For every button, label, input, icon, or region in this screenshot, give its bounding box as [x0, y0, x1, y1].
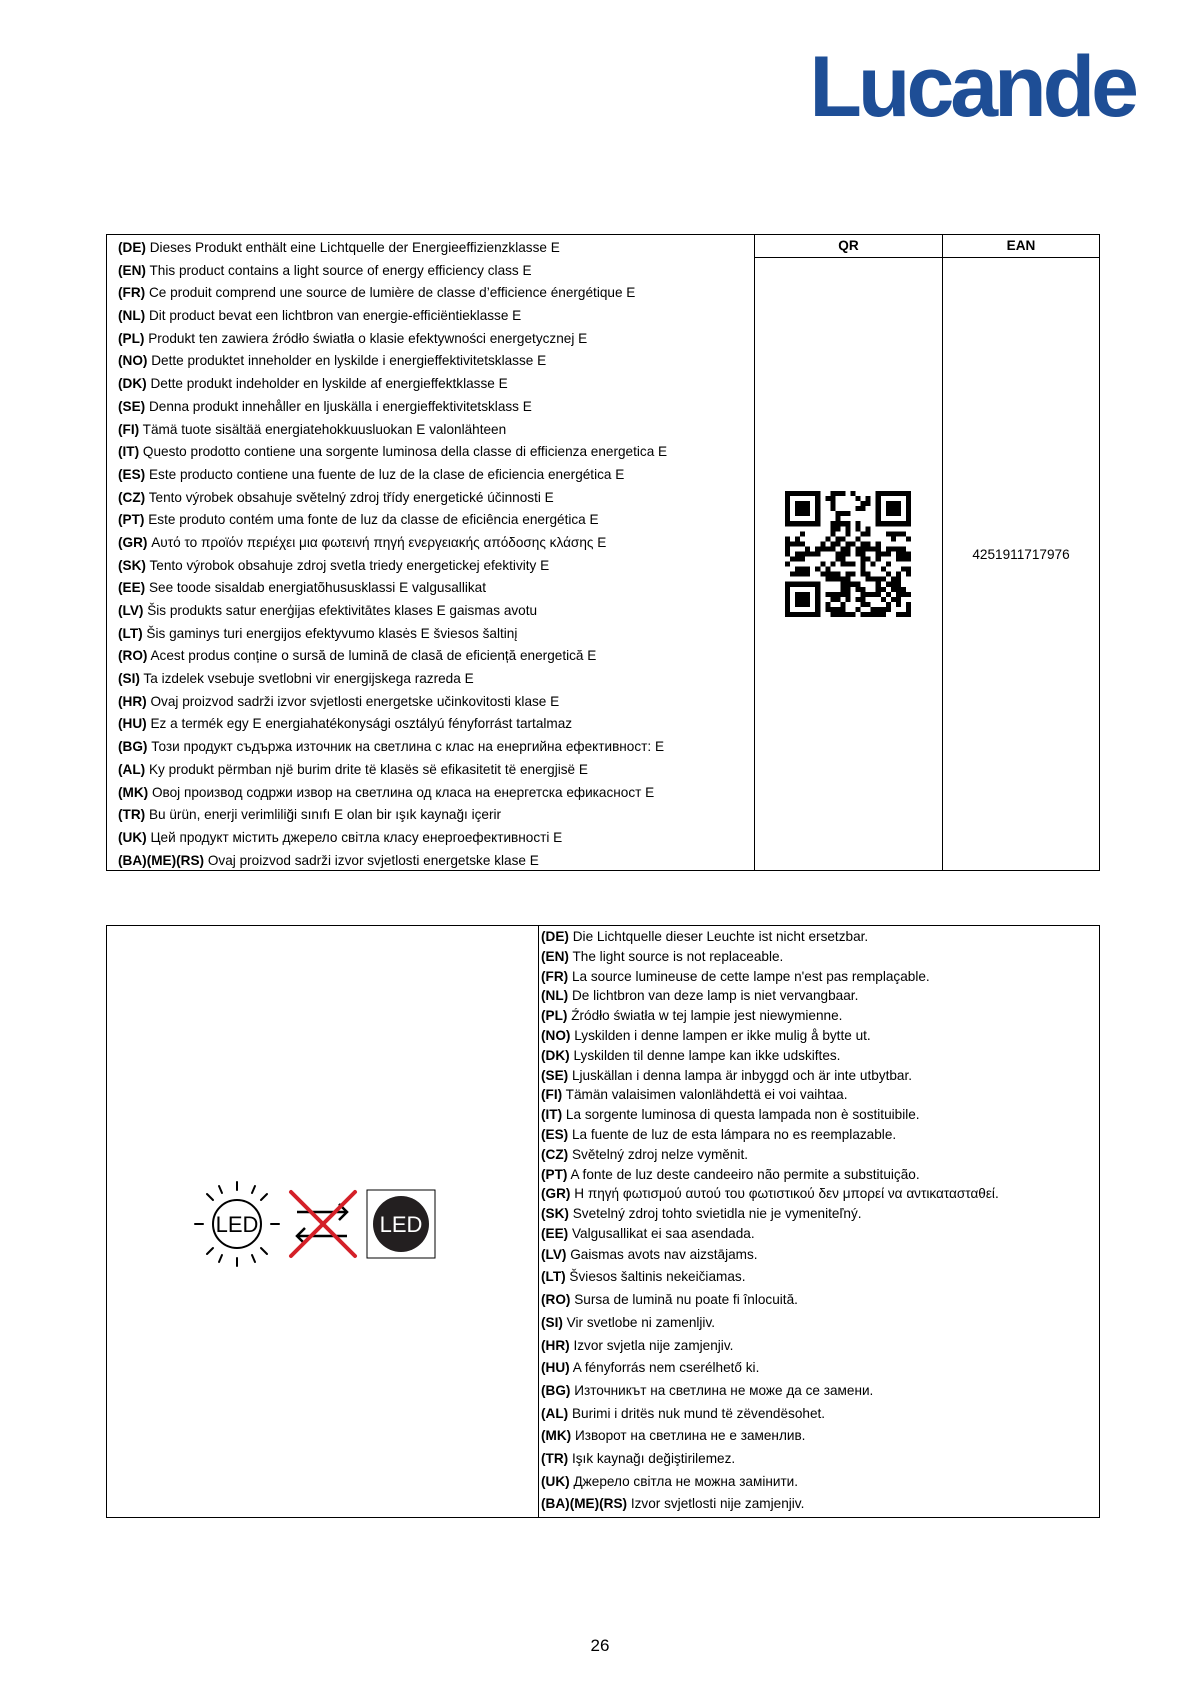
language-code: (AL) — [118, 761, 146, 777]
statement-line — [118, 691, 754, 714]
statement-line — [541, 1493, 1099, 1516]
language-code: (TR) — [118, 807, 146, 823]
language-code: (NL) — [541, 988, 569, 1004]
language-code: (BG) — [118, 739, 148, 755]
statement-text: Джерело світла не можна замінити. — [569, 1473, 799, 1489]
statement-text: A fonte de luz deste candeeiro não permite a substituição. — [567, 1166, 920, 1182]
statement-line — [541, 967, 1099, 987]
statement-line — [118, 396, 754, 419]
statement-text: Този продукт съдържа източник на светлина с клас на енергийна ефективност: E — [147, 739, 665, 755]
statement-line — [118, 623, 754, 646]
statement-line — [118, 441, 754, 464]
language-code: (LV) — [118, 603, 144, 618]
language-code: (HU) — [118, 716, 147, 732]
language-code: (PT) — [541, 1166, 568, 1182]
statement-line — [118, 305, 754, 328]
statement-text: Овој производ содржи извор на светлина од класа на енергетска ефикасност E — [148, 784, 655, 800]
statement-text: Ta izdelek vsebuje svetlobni vir energijskega razreda E — [139, 671, 474, 687]
ean-header: EAN — [943, 235, 1099, 258]
statement-line — [541, 1312, 1099, 1335]
language-code: (AL) — [541, 1405, 569, 1421]
statement-line — [541, 1125, 1099, 1145]
statement-line — [118, 282, 754, 305]
statement-text: Tento výrobek obsahuje světelný zdroj třídy energetické účinnosti E — [145, 489, 554, 505]
statement-text: Цей продукт містить джерело світла класу енергоефективності E — [146, 829, 563, 845]
statement-text: Αυτό το προϊόν περιέχει μια φωτεινή πηγή ενεργειακής απόδοσης κλάσης E — [147, 534, 607, 550]
language-code: (IT) — [118, 444, 140, 460]
statement-line — [118, 736, 754, 759]
statement-line — [118, 464, 754, 487]
statement-line — [118, 668, 754, 691]
statement-text: Acest produs conține o sursă de lumină de clasă de eficiență energetică E — [147, 648, 597, 664]
statement-line — [541, 986, 1099, 1006]
language-code: (EE) — [118, 580, 146, 596]
language-code: (FI) — [541, 1087, 563, 1103]
statement-line — [118, 373, 754, 396]
statement-line — [541, 1085, 1099, 1105]
language-code: (NL) — [118, 308, 146, 324]
led-badge-label: LED — [379, 1212, 423, 1237]
language-code: (SK) — [541, 1206, 569, 1222]
statement-text: Ez a termék egy E energiahatékonysági osztályú fényforrást tartalmaz — [146, 716, 573, 732]
statement-text: Źródło światła w tej lampie jest niewymienne. — [567, 1008, 843, 1024]
statement-text: Източникът на светлина не може да се замени. — [570, 1382, 874, 1398]
statement-text: See toode sisaldab energiatõhususklassi E valgusallikat — [145, 580, 486, 596]
statement-text: Ky produkt përmban një burim drite të klasës së efikasitetit të energjisë E — [145, 761, 588, 777]
statement-text: Burimi i dritës nuk mund të zëvendësohet. — [568, 1405, 826, 1421]
statement-text: Die Lichtquelle dieser Leuchte ist nicht ersetzbar. — [568, 929, 869, 944]
statement-text: Valgusallikat ei saa asendada. — [568, 1225, 755, 1241]
language-code: (DE) — [541, 929, 569, 944]
statement-text: Ljuskällan i denna lampa är inbyggd och är inte utbytbar. — [568, 1067, 913, 1083]
statement-text: Ovaj proizvod sadrži izvor svjetlosti energetske učinkovitosti klase E — [146, 693, 560, 709]
language-code: (MK) — [541, 1428, 572, 1444]
pictogram-cell — [107, 926, 539, 1517]
statement-line — [118, 532, 754, 555]
no-replace-icon — [291, 1192, 355, 1256]
language-code: (MK) — [118, 784, 149, 800]
language-code: (CZ) — [118, 489, 146, 505]
statement-text: Šis produkts satur enerģijas efektivitātes klases E gaismas avotu — [143, 603, 538, 618]
statement-text: This product contains a light source of energy efficiency class E — [145, 262, 532, 278]
statement-line — [541, 1066, 1099, 1086]
language-code: (HU) — [541, 1360, 570, 1376]
led-integrated-icon — [367, 1190, 435, 1258]
statement-line — [541, 1006, 1099, 1026]
statement-text: La sorgente luminosa di questa lampada non è sostituibile. — [562, 1107, 920, 1123]
statement-text: Lyskilden til denne lampe kan ikke udskiftes. — [569, 1047, 841, 1063]
statement-line — [118, 804, 754, 827]
language-code: (PL) — [118, 330, 145, 346]
language-code: (UK) — [118, 829, 147, 845]
statement-line — [541, 1244, 1099, 1267]
statement-text: A fényforrás nem cserélhető ki. — [569, 1360, 760, 1376]
language-code: (IT) — [541, 1107, 563, 1123]
language-code: (TR) — [541, 1450, 569, 1466]
statement-text: Işık kaynağı değiştirilemez. — [568, 1450, 736, 1466]
statement-text: Světelný zdroj nelze vyměnit. — [568, 1146, 749, 1162]
statement-text: Questo prodotto contiene una sorgente luminosa della classe di efficienza energetica E — [139, 444, 668, 460]
statement-text: Šviesos šaltinis nekeičiamas. — [565, 1269, 746, 1285]
statement-line — [118, 713, 754, 736]
energy-class-statements — [107, 235, 755, 870]
statement-line — [541, 927, 1099, 947]
energy-class-table — [106, 234, 1100, 871]
statement-line — [118, 577, 754, 600]
language-code: (SI) — [118, 671, 140, 687]
statement-line — [118, 260, 754, 283]
statement-text: Изворот на светлина не е заменлив. — [571, 1428, 806, 1444]
statement-text: Produkt ten zawiera źródło światła o klasie efektywności energetycznej E — [144, 330, 588, 346]
ean-column — [943, 235, 1099, 870]
qr-column — [755, 235, 943, 870]
language-code: (SE) — [118, 398, 146, 414]
statement-line — [541, 1266, 1099, 1289]
statement-line — [118, 759, 754, 782]
language-code: (NO) — [541, 1027, 571, 1043]
language-code: (DK) — [118, 376, 147, 392]
statement-text: Ovaj proizvod sadrži izvor svjetlosti energetske klase E — [204, 852, 539, 868]
language-code: (RO) — [118, 648, 148, 664]
statement-line — [541, 1448, 1099, 1471]
statement-line — [118, 487, 754, 510]
statement-line — [541, 1380, 1099, 1403]
light-source-table — [106, 925, 1100, 1518]
language-code: (BA)(ME)(RS) — [118, 852, 205, 868]
statement-text: Gaismas avots nav aizstājams. — [566, 1246, 758, 1262]
statement-text: Svetelný zdroj tohto svietidla nie je vymeniteľný. — [568, 1206, 862, 1222]
statement-text: Sursa de lumină nu poate fi înlocuită. — [570, 1292, 798, 1308]
language-code: (PT) — [118, 512, 145, 528]
statement-line — [118, 600, 754, 623]
statement-line — [541, 1224, 1099, 1244]
language-code: (ES) — [118, 466, 146, 482]
statement-line — [541, 1204, 1099, 1224]
page-number: 26 — [590, 1636, 610, 1655]
language-code: (EN) — [118, 262, 146, 278]
brand-logo: Lucande — [809, 39, 1135, 135]
statement-text: Ce produit comprend une source de lumière de classe d’efficience énergétique E — [145, 285, 636, 301]
language-code: (SE) — [541, 1067, 569, 1083]
language-code: (LT) — [541, 1269, 566, 1285]
language-code: (BG) — [541, 1382, 571, 1398]
statement-line — [541, 1335, 1099, 1358]
statement-text: Dette produkt indeholder en lyskilde af energieffektklasse E — [146, 376, 508, 392]
language-code: (RO) — [541, 1292, 571, 1308]
statement-line — [541, 1165, 1099, 1185]
statement-line — [118, 827, 754, 850]
led-sun-label: LED — [215, 1212, 259, 1237]
statement-line — [118, 782, 754, 805]
statement-line — [541, 1471, 1099, 1494]
language-code: (GR) — [118, 534, 148, 550]
statement-text: La fuente de luz de esta lámpara no es reemplazable. — [568, 1126, 897, 1142]
statement-line — [541, 1046, 1099, 1066]
statement-line — [118, 350, 754, 373]
language-code: (HR) — [118, 693, 147, 709]
statement-text: Vir svetlobe ni zamenljiv. — [562, 1314, 716, 1330]
statement-text: Tämän valaisimen valonlähdettä ei voi vaihtaa. — [562, 1087, 848, 1103]
qr-code-icon — [785, 491, 911, 617]
statement-line — [541, 1357, 1099, 1380]
ean-value: 4251911717976 — [972, 547, 1070, 562]
language-code: (FR) — [541, 968, 569, 984]
language-code: (DK) — [541, 1047, 570, 1063]
statement-line — [118, 328, 754, 351]
statement-line — [118, 645, 754, 668]
statement-text: Este produto contém uma fonte de luz da classe de eficiência energética E — [144, 512, 599, 528]
statement-line — [541, 1403, 1099, 1426]
pictograms — [187, 1174, 467, 1274]
language-code: (CZ) — [541, 1146, 569, 1162]
language-code: (PL) — [541, 1008, 568, 1024]
language-code: (GR) — [541, 1186, 571, 1202]
language-code: (ES) — [541, 1126, 569, 1142]
statement-line — [118, 419, 754, 442]
statement-line — [541, 1145, 1099, 1165]
language-code: (SI) — [541, 1314, 563, 1330]
language-code: (DE) — [118, 240, 146, 255]
replaceability-statements — [539, 926, 1099, 1517]
statement-line — [541, 1026, 1099, 1046]
statement-text: Bu ürün, enerji verimliliği sınıfı E olan bir ışık kaynağı içerir — [145, 807, 502, 823]
statement-text: Este producto contiene una fuente de luz de la clase de eficiencia energética E — [145, 466, 625, 482]
statement-line — [541, 1425, 1099, 1448]
statement-line — [541, 1184, 1099, 1204]
statement-line — [118, 850, 754, 873]
language-code: (UK) — [541, 1473, 570, 1489]
statement-text: Šis gaminys turi energijos efektyvumo klasės E šviesos šaltinį — [142, 625, 518, 641]
statement-text: De lichtbron van deze lamp is niet vervangbaar. — [568, 988, 859, 1004]
statement-text: Izvor svjetla nije zamjenjiv. — [569, 1337, 734, 1353]
led-sun-icon — [195, 1182, 279, 1266]
statement-text: Η πηγή φωτισμού αυτού του φωτιστικού δεν μπορεί να αντικατασταθεί. — [570, 1186, 999, 1202]
statement-text: Lyskilden i denne lampen er ikke mulig å bytte ut. — [570, 1027, 871, 1043]
statement-line — [118, 509, 754, 532]
language-code: (NO) — [118, 353, 148, 369]
statement-text: Dette produktet inneholder en lyskilde i energieffektivitetsklasse E — [147, 353, 547, 369]
language-code: (BA)(ME)(RS) — [541, 1496, 628, 1512]
statement-line — [118, 555, 754, 578]
language-code: (EE) — [541, 1225, 569, 1241]
statement-text: Tento výrobok obsahuje zdroj svetla triedy energetickej efektivity E — [145, 557, 550, 573]
language-code: (FR) — [118, 285, 146, 301]
statement-text: Dit product bevat een lichtbron van energie-efficiëntieklasse E — [145, 308, 522, 324]
statement-text: The light source is not replaceable. — [568, 948, 784, 964]
statement-text: La source lumineuse de cette lampe n'est pas remplaçable. — [568, 968, 930, 984]
language-code: (LT) — [118, 625, 143, 641]
qr-header: QR — [755, 235, 942, 258]
statement-text: Denna produkt innehåller en ljuskälla i energieffektivitetsklass E — [145, 398, 532, 414]
language-code: (EN) — [541, 948, 569, 964]
statement-text: Dieses Produkt enthält eine Lichtquelle der Energieeffizienzklasse E — [145, 240, 560, 255]
statement-text: Izvor svjetlosti nije zamjenjiv. — [627, 1496, 805, 1512]
language-code: (FI) — [118, 421, 140, 437]
statement-line — [118, 237, 754, 260]
statement-line — [541, 1105, 1099, 1125]
language-code: (HR) — [541, 1337, 570, 1353]
language-code: (LV) — [541, 1246, 567, 1262]
statement-text: Tämä tuote sisältää energiatehokkuusluokan E valonlähteen — [139, 421, 507, 437]
statement-line — [541, 947, 1099, 967]
language-code: (SK) — [118, 557, 146, 573]
statement-line — [541, 1289, 1099, 1312]
